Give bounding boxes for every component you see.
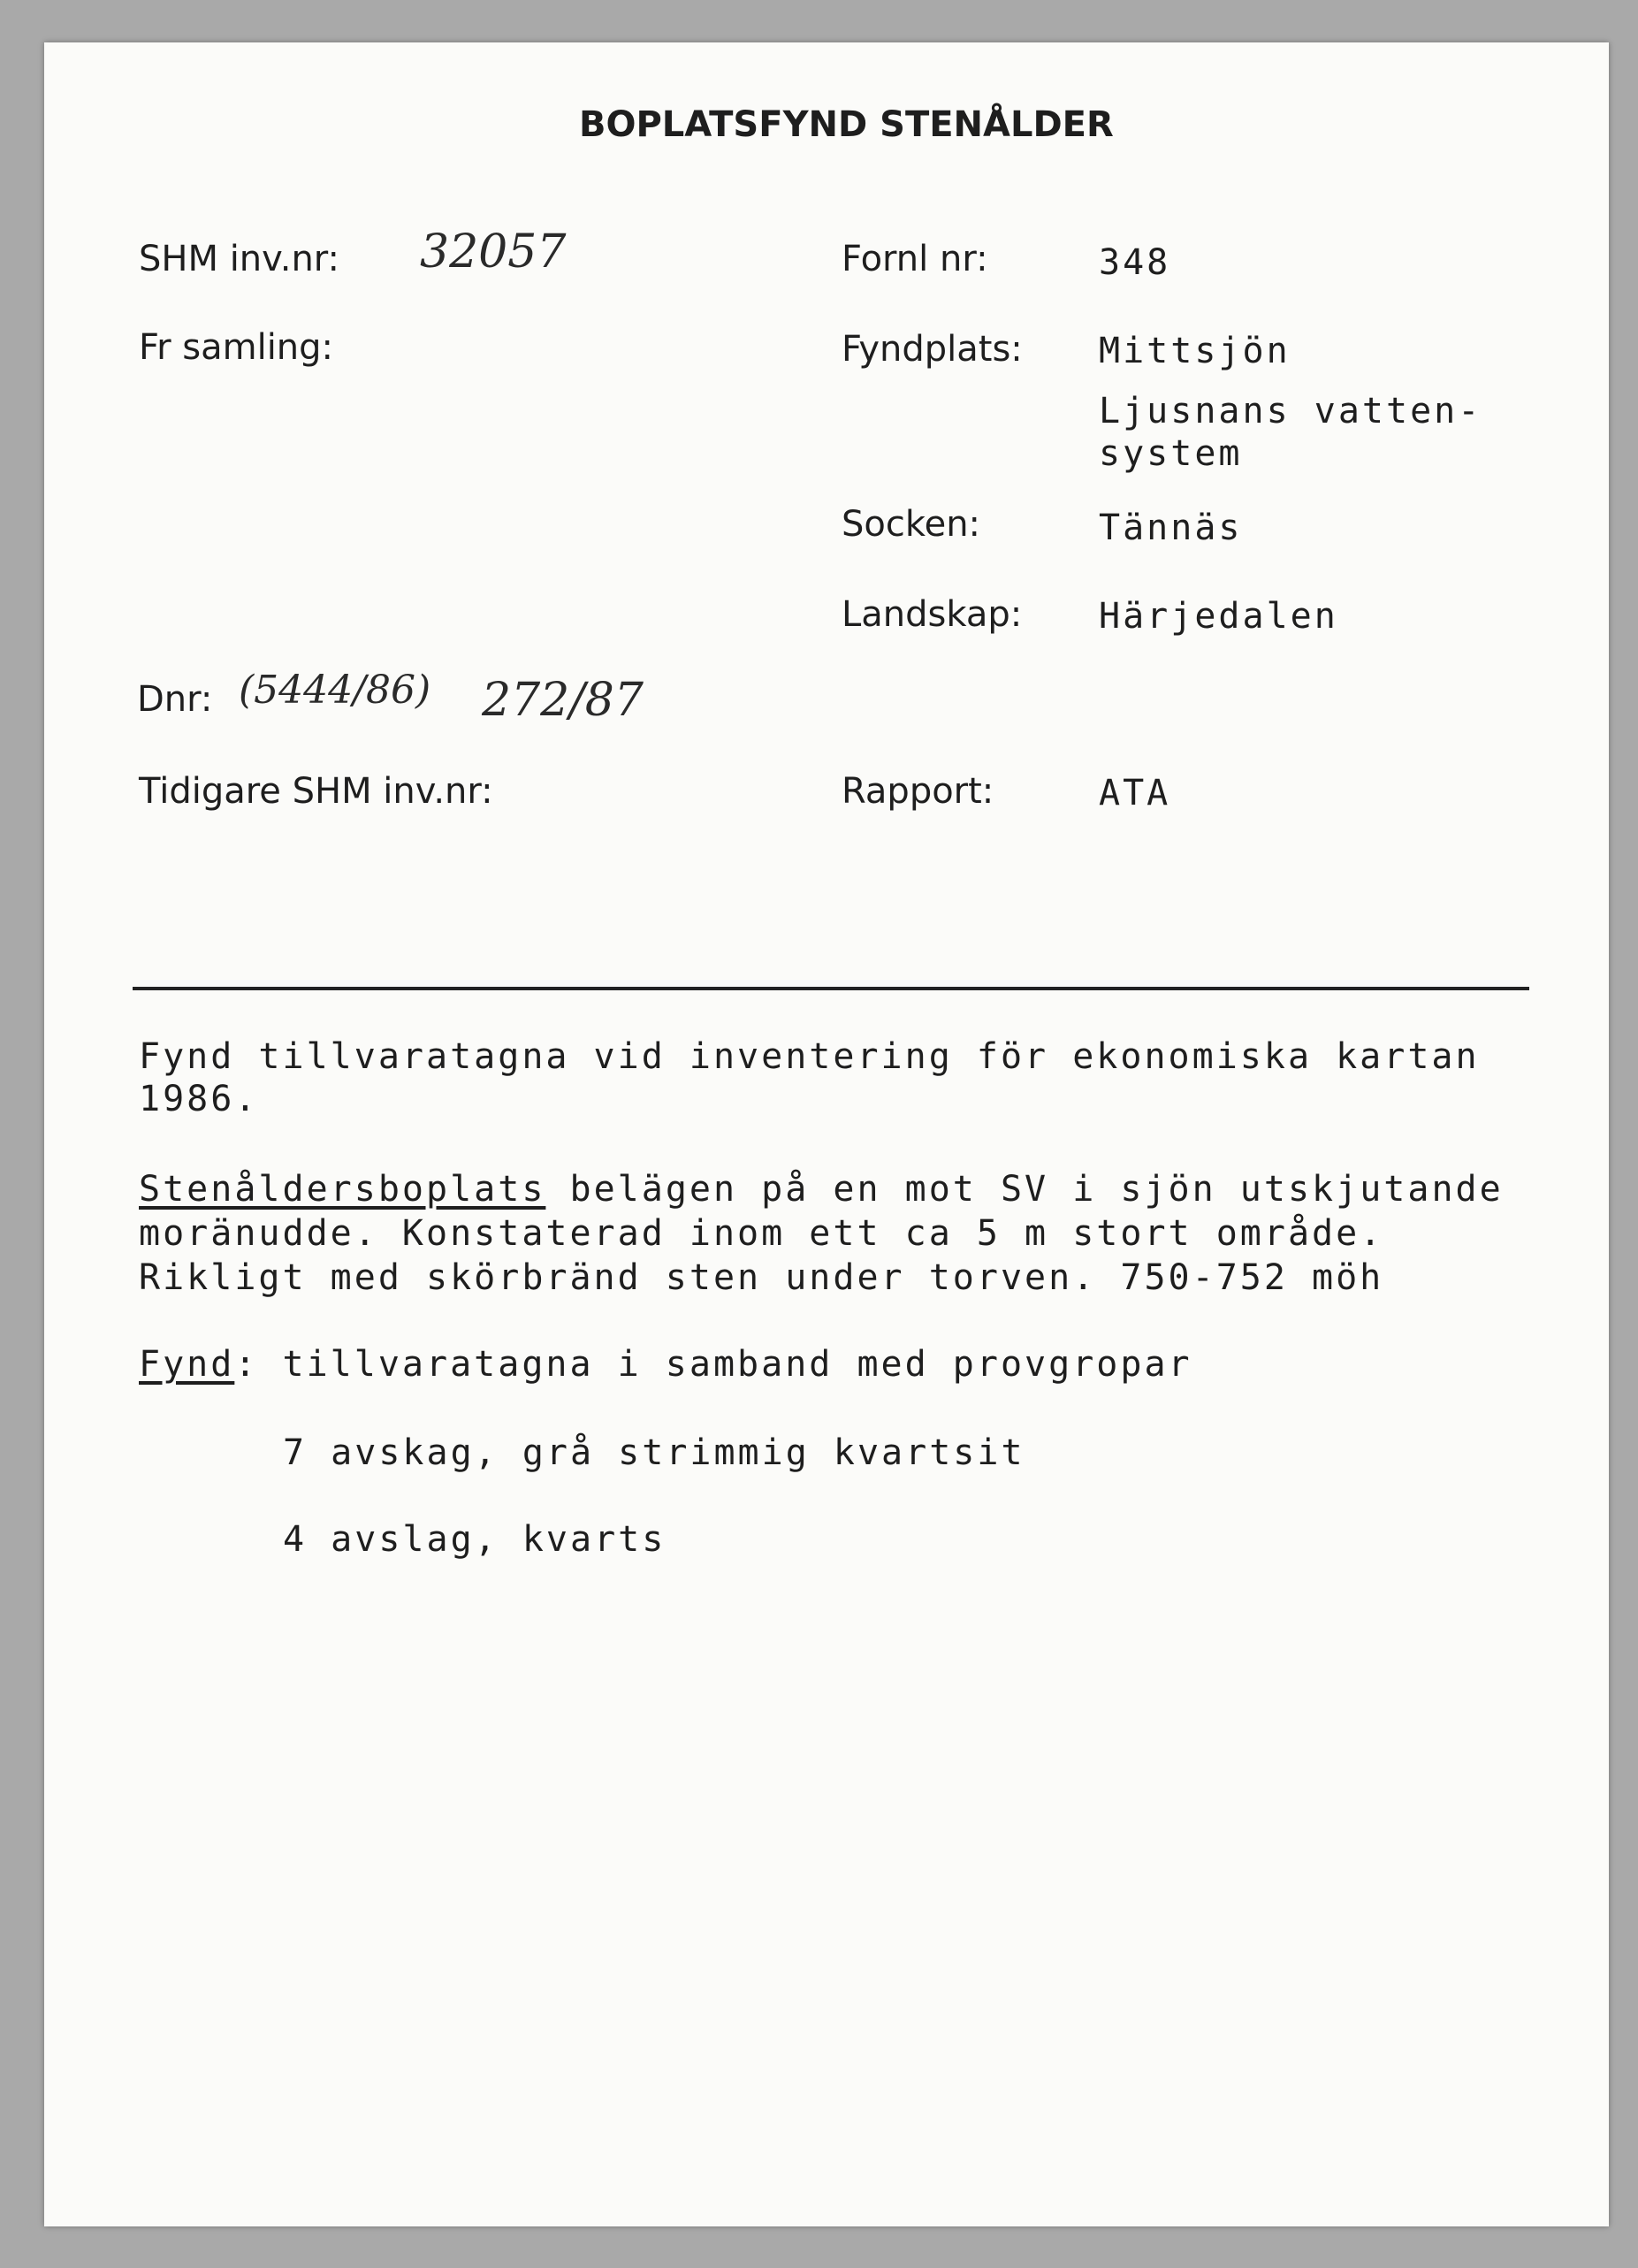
shm-inv-label: SHM inv.nr: xyxy=(139,239,340,279)
fornl-label: Fornl nr: xyxy=(842,239,988,279)
fyndplats-line2: Ljusnans vatten- xyxy=(1099,391,1482,431)
rapport-value: ATA xyxy=(1099,773,1171,813)
paragraph-2-line-2: moränudde. Konstaterad inom ett ca 5 m stort område. xyxy=(139,1213,1384,1254)
paragraph-2-line-1-rest: belägen på en mot SV i sjön utskjutande xyxy=(545,1169,1504,1210)
landskap-value: Härjedalen xyxy=(1099,596,1338,637)
landskap-label: Landskap: xyxy=(842,594,1023,635)
fynd-label-underlined: Fynd xyxy=(139,1344,235,1385)
paragraph-2-line-3: Rikligt med skörbränd sten under torven. 750-752 möh xyxy=(139,1257,1384,1298)
divider-rule xyxy=(133,987,1529,990)
fyndplats-line1: Mittsjön xyxy=(1099,331,1291,371)
dnr-value-handwritten: (5444/86) xyxy=(239,668,431,713)
paragraph-1-line-1: Fynd tillvaratagna vid inventering för ekonomiska kartan xyxy=(139,1036,1480,1077)
find-item-2: 4 avslag, kvarts xyxy=(283,1519,667,1560)
paragraph-1-line-2: 1986. xyxy=(139,1079,259,1119)
card-title: BOPLATSFYND STENÅLDER xyxy=(579,104,1114,145)
fyndplats-line3: system xyxy=(1099,433,1243,474)
tidigare-label: Tidigare SHM inv.nr: xyxy=(139,771,493,812)
fynd-line xyxy=(139,1344,1192,1385)
shm-inv-handwritten: 32057 xyxy=(420,225,567,279)
dnr-new-handwritten: 272/87 xyxy=(482,674,644,727)
fynd-line-rest: : tillvaratagna i samband med provgropar xyxy=(234,1344,1192,1385)
site-type-underlined: Stenåldersboplats xyxy=(139,1169,546,1210)
paragraph-2-line-1 xyxy=(139,1169,1504,1210)
dnr-label: Dnr: xyxy=(137,679,213,720)
fornl-value: 348 xyxy=(1099,242,1171,283)
fyndplats-label: Fyndplats: xyxy=(842,329,1023,370)
index-card xyxy=(44,42,1609,2226)
socken-value: Tännäs xyxy=(1099,508,1243,548)
rapport-label: Rapport: xyxy=(842,771,994,812)
fr-samling-label: Fr samling: xyxy=(139,327,334,368)
find-item-1: 7 avskag, grå strimmig kvartsit xyxy=(283,1432,1025,1473)
socken-label: Socken: xyxy=(842,504,981,545)
